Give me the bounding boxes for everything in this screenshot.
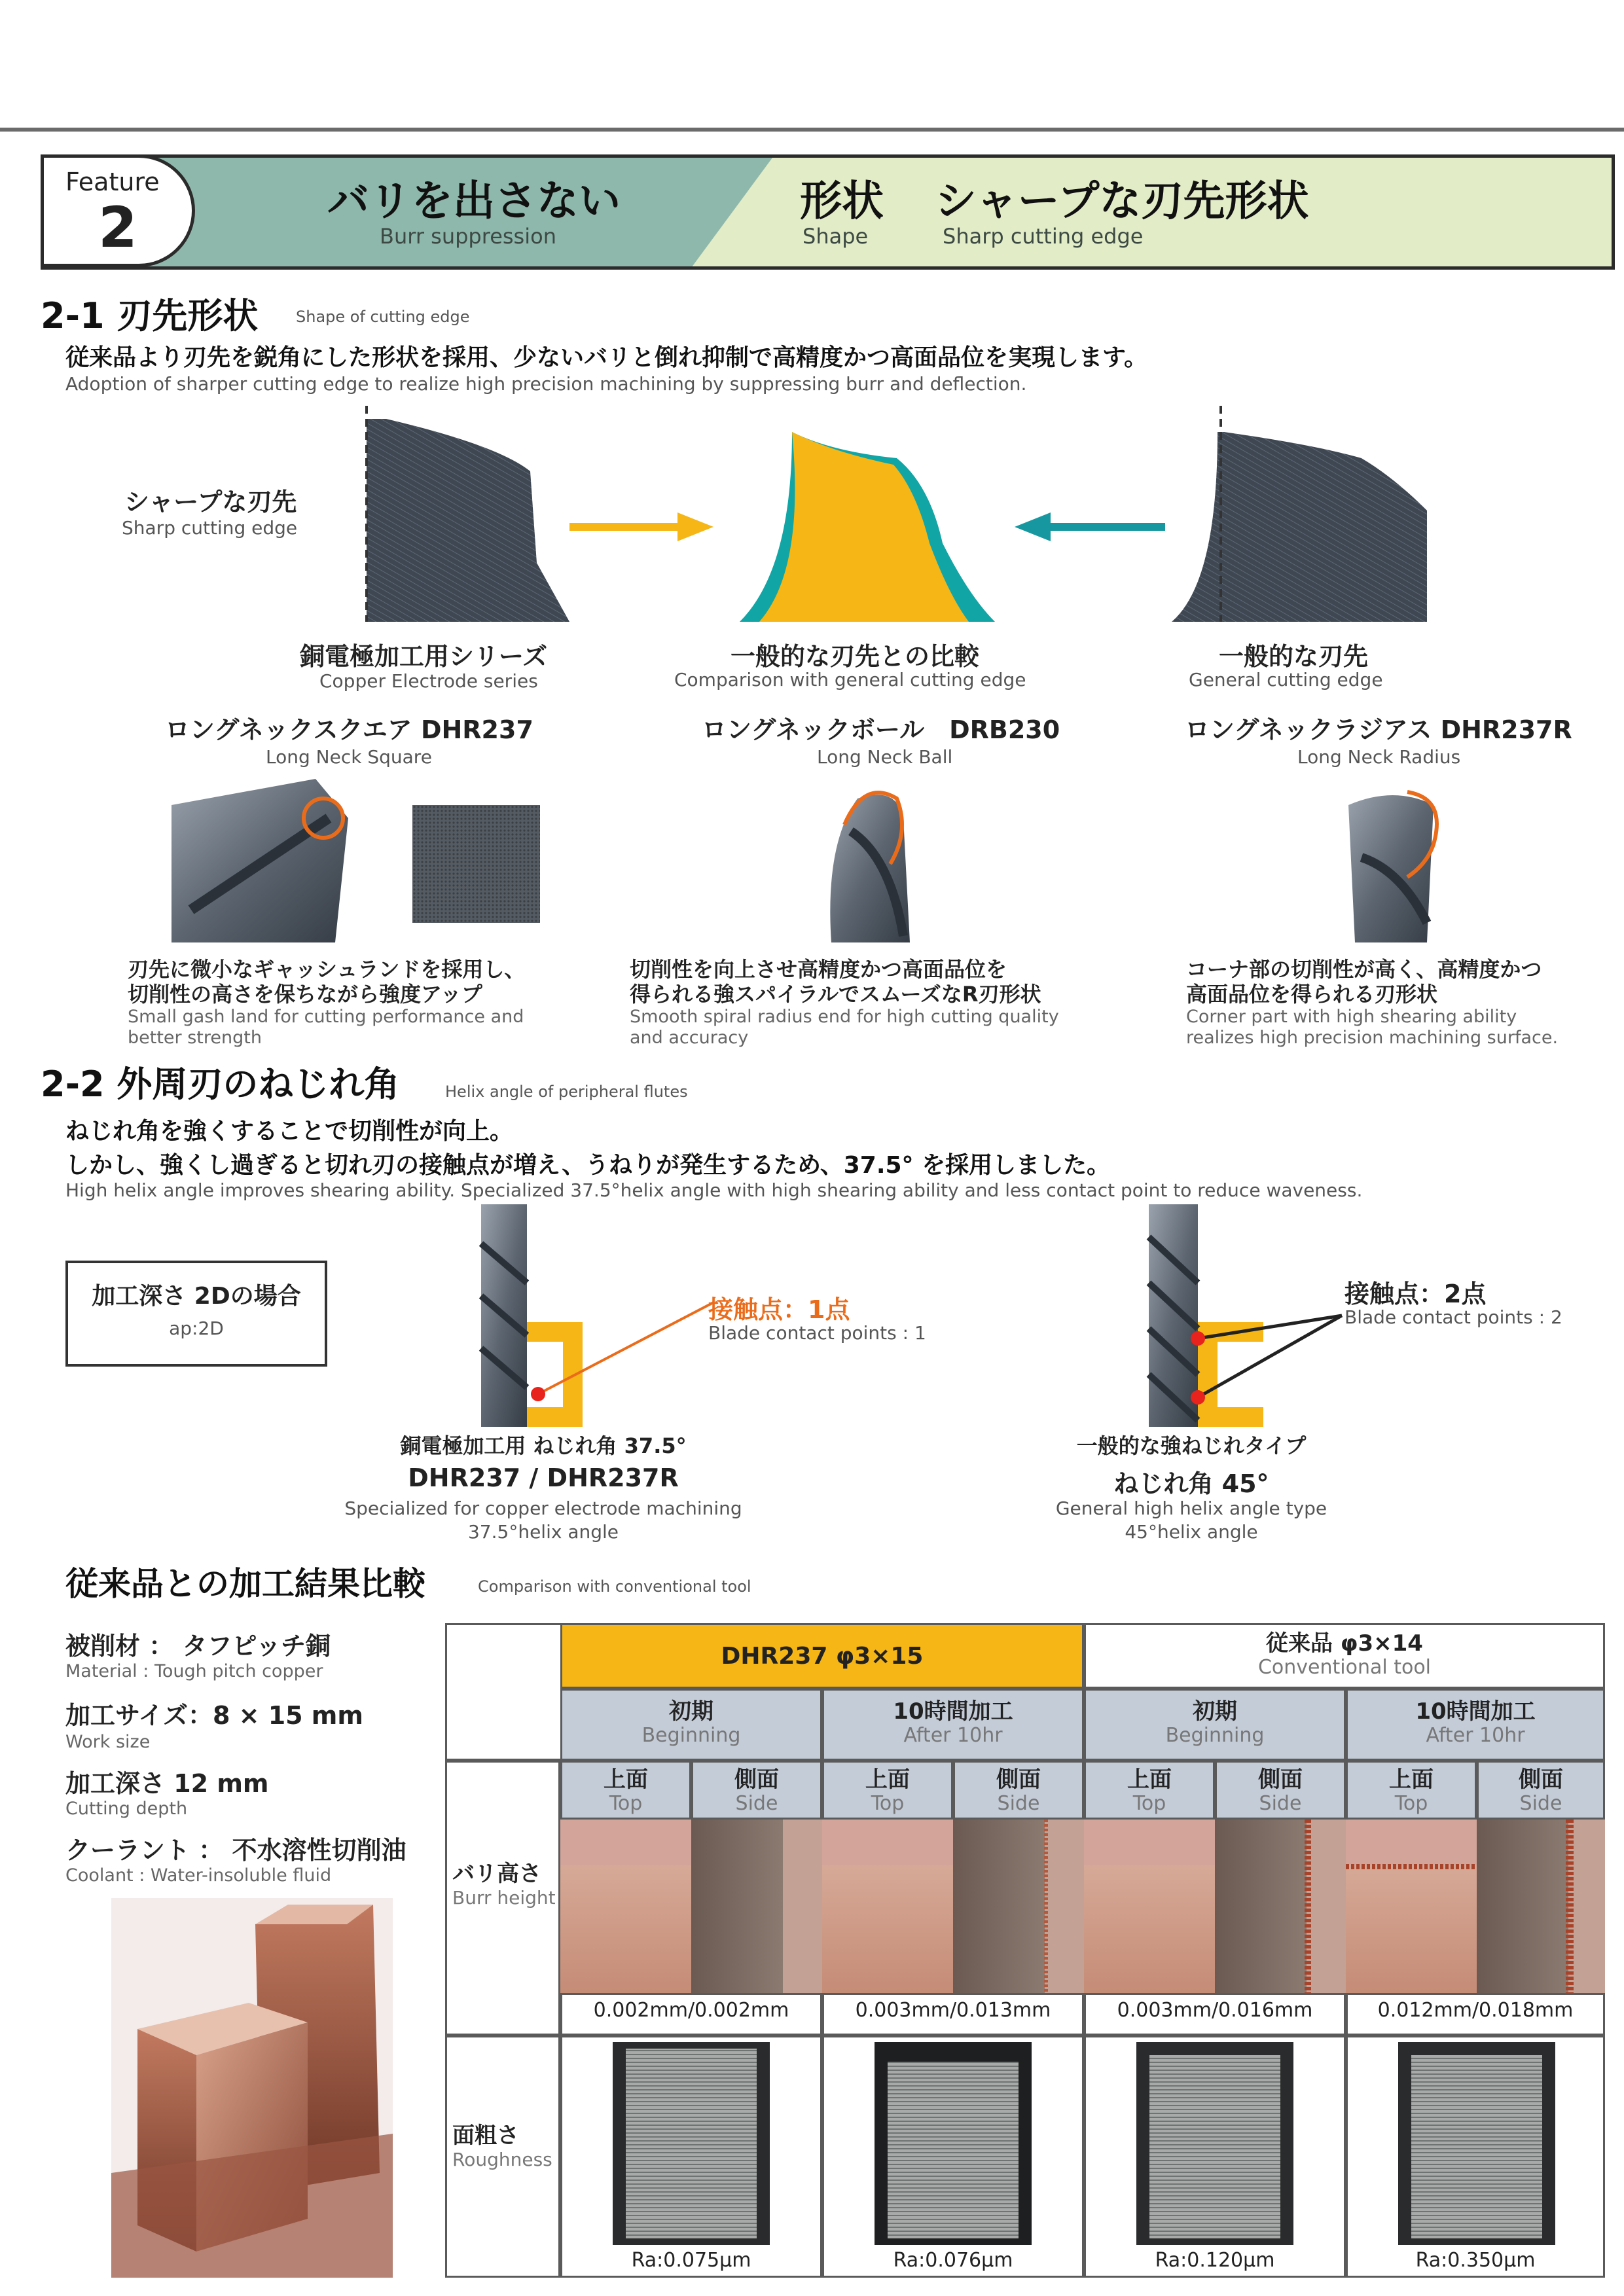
left-helix-caption-en-2: 37.5°helix angle	[467, 1521, 619, 1543]
roughness-label: 面粗さ	[452, 2123, 519, 2149]
edge-comparison-image	[733, 425, 1008, 622]
roughness-photos	[560, 2042, 1605, 2245]
table-corner	[445, 1623, 560, 1761]
conventional-header-label-en: Conventional tool	[1257, 1656, 1432, 1679]
header-left-title: バリを出さない	[327, 177, 621, 226]
tool3-desc-en-2: realizes high precision machining surface.	[1186, 1028, 1559, 1048]
right-helix-caption-en-1: General high helix angle type	[1055, 1498, 1327, 1519]
roughness-label-en: Roughness	[452, 2149, 552, 2170]
gash-land-closeup-photo	[412, 805, 540, 923]
col1-heading-en: Copper Electrode series	[319, 670, 538, 692]
condition-work-size: 加工サイズ：8 × 15 mm	[65, 1701, 364, 1730]
section-2-1-subtitle: Shape of cutting edge	[296, 308, 470, 326]
roughness-photo-1	[613, 2042, 770, 2245]
side-view-header-jp: 側面	[1258, 1767, 1303, 1793]
side-view-header	[691, 1761, 822, 1820]
condition-material: 被削材 ： タフピッチ銅	[65, 1632, 331, 1660]
tool1-name: ロングネックスクエア DHR237	[165, 715, 533, 744]
top-rule	[0, 128, 1624, 132]
condition-cutting-depth: 加工深さ 12 mm	[65, 1769, 269, 1798]
top-view-header	[560, 1761, 691, 1820]
sharp-edge-label: シャープな刃先	[124, 488, 297, 516]
tool3-desc-jp-2: 高面品位を得られる刃形状	[1186, 982, 1438, 1007]
section-2-1-lead-en: Adoption of sharper cutting edge to realize high precision machining by suppressing burr and deflection.	[65, 373, 1027, 395]
roughness-photo-2	[875, 2042, 1032, 2245]
roughness-value: Ra:0.350μm	[1415, 2249, 1536, 2272]
top-view-header	[1084, 1761, 1215, 1820]
col1-heading: 銅電極加工用シリーズ	[300, 642, 548, 671]
cutting-depth-box	[65, 1261, 327, 1367]
side-view-header-en: Side	[1259, 1792, 1302, 1815]
phase-header-jp: 10時間加工	[893, 1698, 1013, 1725]
side-view-header-jp: 側面	[1519, 1767, 1563, 1793]
dhr237-edge-image	[347, 406, 589, 622]
burr-photo-set-3	[1084, 1820, 1346, 1993]
comparison-table	[445, 1623, 1605, 2278]
sharp-edge-label-en: Sharp cutting edge	[122, 517, 298, 539]
phase-header-en: Beginning	[1165, 1724, 1265, 1747]
section-2-2-lead-jp-1: ねじれ角を強くすることで切削性が向上。	[65, 1118, 514, 1145]
burr-value-cell	[1346, 1993, 1605, 2036]
section-2-2-title: 2-2 外周刃のねじれ角	[41, 1064, 400, 1105]
tool2-name-en: Long Neck Ball	[817, 746, 953, 768]
burr-height-row-header	[445, 1761, 560, 2036]
burr-height-label-en: Burr height	[452, 1887, 556, 1909]
burr-photo-set-1	[560, 1820, 822, 1993]
tool2-desc-en-2: and accuracy	[630, 1028, 749, 1048]
conventional-header	[1084, 1623, 1605, 1689]
contact-2-label-en: Blade contact points : 2	[1344, 1306, 1562, 1328]
tool3-name: ロングネックラジアス DHR237R	[1185, 715, 1572, 744]
condition-cutting-depth-en: Cutting depth	[65, 1799, 188, 1819]
copper-workpiece-photo	[111, 1898, 393, 2278]
burr-value: 0.003mm/0.013mm	[855, 1999, 1051, 2022]
phase-header-en: After 10hr	[1426, 1724, 1525, 1747]
section-2-1-lead-jp: 従来品より刃先を鋭角にした形状を採用、少ないバリと倒れ抑制で高精度かつ高面品位を実現します。	[65, 344, 1148, 371]
conventional-header-label: 従来品 φ3×14	[1266, 1630, 1423, 1657]
top-view-header-jp: 上面	[1389, 1767, 1434, 1793]
header-right-label: 形状	[800, 177, 884, 226]
phase-header	[1084, 1689, 1346, 1761]
burr-value: 0.003mm/0.016mm	[1117, 1999, 1313, 2022]
burr-value: 0.012mm/0.018mm	[1377, 1999, 1574, 2022]
section-2-2-lead-jp-2: しかし、強くし過ぎると切れ刃の接触点が増え、うねりが発生するため、37.5° を採用しました。	[65, 1152, 1111, 1179]
drb230-tool-photo	[812, 779, 929, 942]
header-left-subtitle: Burr suppression	[380, 224, 556, 249]
right-helix-caption-jp-1: 一般的な強ねじれタイプ	[1076, 1433, 1307, 1458]
side-view-header	[1215, 1761, 1346, 1820]
tool2-desc-jp-2: 得られる強スパイラルでスムーズなR刃形状	[630, 982, 1041, 1007]
general-edge-image	[1165, 406, 1440, 622]
top-view-header-jp: 上面	[604, 1767, 648, 1793]
top-view-header	[1346, 1761, 1477, 1820]
roughness-photo-3	[1136, 2042, 1293, 2245]
header-right-subtitle: Sharp cutting edge	[943, 224, 1144, 249]
burr-photo-set-2	[822, 1820, 1084, 1993]
phase-header	[1346, 1689, 1605, 1761]
side-view-header-en: Side	[997, 1792, 1040, 1815]
side-view-header-jp: 側面	[734, 1767, 779, 1793]
tool1-desc-en-1: Small gash land for cutting performance and	[128, 1007, 524, 1027]
cutting-depth-box-jp: 加工深さ 2Dの場合	[92, 1283, 301, 1310]
left-helix-caption-en-1: Specialized for copper electrode machining	[344, 1498, 742, 1519]
phase-header	[822, 1689, 1084, 1761]
tool1-name-en: Long Neck Square	[266, 746, 432, 768]
roughness-value: Ra:0.120μm	[1155, 2249, 1275, 2272]
tool3-desc-jp-1: コーナ部の切削性が高く、高精度かつ	[1186, 957, 1542, 982]
tool1-desc-jp-2: 切削性の高さを保ちながら強度アップ	[128, 982, 482, 1007]
col3-heading-en: General cutting edge	[1189, 669, 1383, 691]
roughness-value: Ra:0.075μm	[631, 2249, 751, 2272]
dhr237-tool-photo	[171, 779, 355, 942]
section-2-2-lead-en: High helix angle improves shearing ability. Specialized 37.5°helix angle with high shearing ability and less contact point to reduce waveness.	[65, 1179, 1363, 1201]
burr-value: 0.002mm/0.002mm	[593, 1999, 789, 2022]
tool2-name: ロングネックボール DRB230	[702, 715, 1060, 744]
burr-value-cell	[1084, 1993, 1346, 2036]
top-view-header-jp: 上面	[1127, 1767, 1172, 1793]
contact-2-label: 接触点：2点	[1344, 1280, 1487, 1308]
top-view-header	[822, 1761, 953, 1820]
dhr237-header-label: DHR237 φ3×15	[721, 1643, 924, 1670]
phase-header-jp: 初期	[669, 1698, 713, 1725]
header-right-label-en: Shape	[803, 224, 869, 249]
side-view-header-en: Side	[735, 1792, 778, 1815]
top-view-header-en: Top	[609, 1792, 643, 1815]
side-view-header-jp: 側面	[996, 1767, 1041, 1793]
feature-word: Feature	[65, 168, 160, 196]
col2-heading: 一般的な刃先との比較	[731, 642, 980, 671]
teal-arrow-icon	[1008, 507, 1172, 547]
top-view-header-en: Top	[871, 1792, 905, 1815]
side-view-header-en: Side	[1519, 1792, 1562, 1815]
roughness-photo-4	[1398, 2042, 1555, 2245]
right-helix-caption-en-2: 45°helix angle	[1125, 1521, 1258, 1543]
col3-heading: 一般的な刃先	[1219, 642, 1369, 671]
header-right-title: シャープな刃先形状	[935, 177, 1309, 226]
left-helix-caption-jp-1: 銅電極加工用 ねじれ角 37.5°	[400, 1433, 687, 1458]
phase-header-jp: 初期	[1193, 1698, 1237, 1725]
top-view-header-en: Top	[1132, 1792, 1166, 1815]
roughness-row-header	[445, 2036, 560, 2278]
roughness-value: Ra:0.076μm	[893, 2249, 1013, 2272]
dhr237-header	[560, 1623, 1084, 1689]
tool2-desc-en-1: Smooth spiral radius end for high cutting quality	[630, 1007, 1059, 1027]
contact-1-label: 接触点：1点	[708, 1295, 850, 1324]
dhr237r-tool-photo	[1329, 779, 1453, 942]
condition-material-en: Material : Tough pitch copper	[65, 1661, 323, 1681]
comparison-subtitle: Comparison with conventional tool	[478, 1577, 751, 1596]
top-view-header-jp: 上面	[865, 1767, 910, 1793]
burr-height-label: バリ高さ	[452, 1861, 541, 1887]
side-view-header	[1477, 1761, 1605, 1820]
burr-value-cell	[822, 1993, 1084, 2036]
condition-coolant-en: Coolant : Water-insoluble fluid	[65, 1865, 332, 1886]
condition-coolant: クーラント ： 不水溶性切削油	[65, 1836, 406, 1865]
contact-1-label-en: Blade contact points : 1	[708, 1322, 926, 1344]
feature-number: 2	[98, 195, 137, 260]
phase-header	[560, 1689, 822, 1761]
phase-header-en: Beginning	[641, 1724, 741, 1747]
tool1-desc-en-2: better strength	[128, 1028, 262, 1048]
burr-value-cell	[560, 1993, 822, 2036]
left-helix-caption-jp-2: DHR237 / DHR237R	[408, 1463, 679, 1492]
cutting-depth-box-en: ap:2D	[169, 1318, 224, 1339]
tool1-desc-jp-1: 刃先に微小なギャッシュランドを採用し、	[128, 957, 526, 982]
tool3-name-en: Long Neck Radius	[1297, 746, 1461, 768]
section-2-1-title: 2-1 刃先形状	[41, 295, 259, 336]
side-view-header	[953, 1761, 1084, 1820]
condition-work-size-en: Work size	[65, 1732, 151, 1752]
phase-header-jp: 10時間加工	[1415, 1698, 1536, 1725]
tool2-desc-jp-1: 切削性を向上させ高精度かつ高面品位を	[630, 957, 1007, 982]
col2-heading-en: Comparison with general cutting edge	[674, 669, 1026, 691]
tool3-desc-en-1: Corner part with high shearing ability	[1186, 1007, 1517, 1027]
burr-photo-set-4	[1346, 1820, 1605, 1993]
phase-header-en: After 10hr	[903, 1724, 1003, 1747]
section-2-2-subtitle: Helix angle of peripheral flutes	[445, 1083, 688, 1101]
orange-arrow-icon	[563, 507, 720, 547]
top-view-header-en: Top	[1394, 1792, 1428, 1815]
right-helix-caption-jp-2: ねじれ角 45°	[1113, 1469, 1269, 1498]
comparison-title: 従来品との加工結果比較	[65, 1565, 425, 1603]
burr-photos	[560, 1820, 1605, 1993]
